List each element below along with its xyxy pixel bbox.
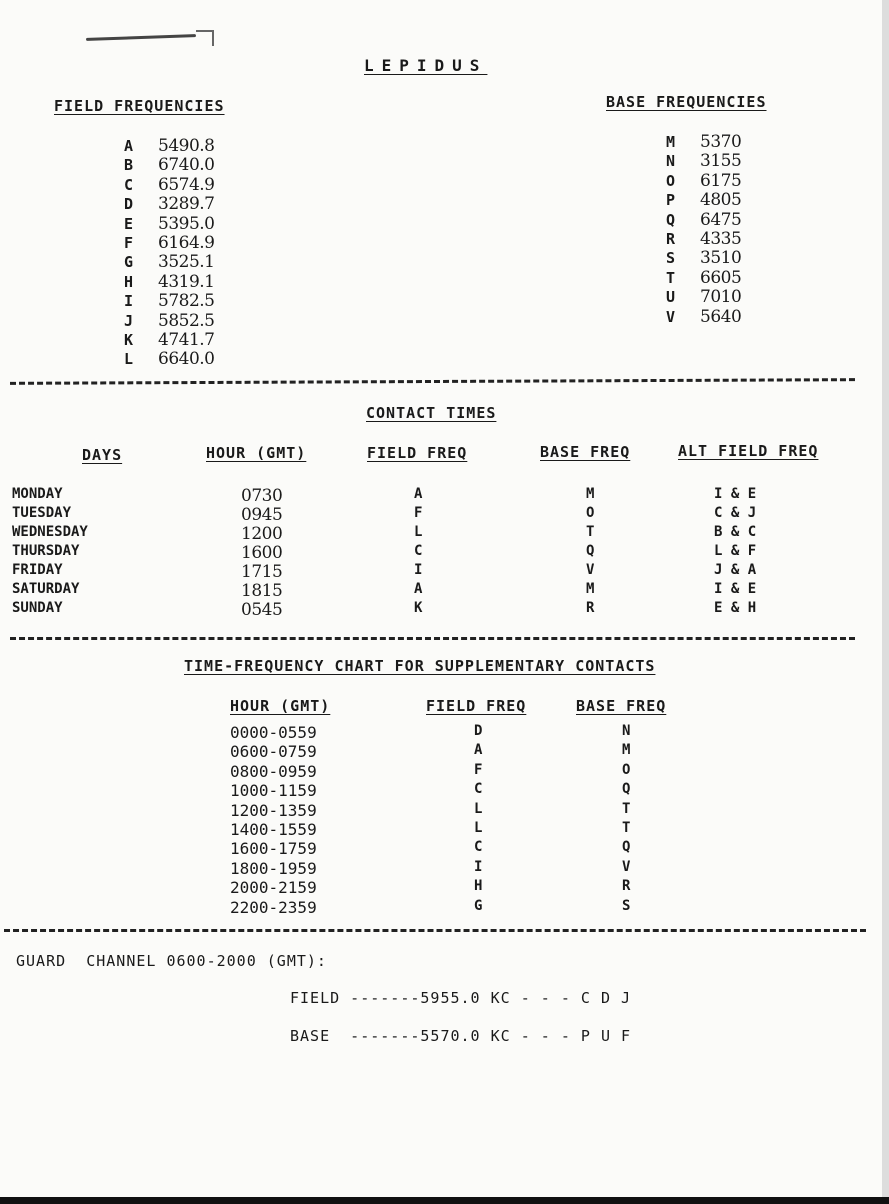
list-item: A 5490.8 (124, 136, 215, 156)
list-item: D 3289.7 (124, 194, 215, 215)
table-row: SUNDAY 0545 K R E & H (12, 600, 757, 620)
guard-channel-heading: GUARD CHANNEL 0600-2000 (GMT): (16, 952, 327, 970)
list-item: O 6175 (666, 170, 742, 191)
list-item: H 4319.1 (124, 271, 215, 292)
column-header-base-freq: BASE FREQ (576, 697, 667, 715)
table-row: 1400-1559 L T (230, 820, 631, 839)
column-header-days: DAYS (82, 446, 123, 464)
list-item: J 5852.5 (124, 310, 215, 331)
list-item: N 3155 (666, 151, 742, 172)
list-item: V 5640 (666, 306, 742, 327)
list-item: M 5370 (666, 132, 742, 152)
column-header-base-freq: BASE FREQ (540, 443, 631, 461)
field-frequency-list (124, 136, 214, 369)
scan-edge-bottom (0, 1197, 889, 1204)
section-divider (10, 637, 855, 640)
column-header-hour: HOUR (GMT) (230, 697, 331, 715)
table-row: 0000-0559 D N (230, 723, 631, 742)
table-row: 0600-0759 A M (230, 742, 631, 762)
table-row: 2000-2159 H R (230, 878, 631, 898)
list-item: L 6640.0 (124, 349, 215, 370)
table-row: 1200-1359 L T (230, 800, 631, 820)
column-header-field-freq: FIELD FREQ (367, 444, 468, 462)
list-item: Q 6475 (666, 209, 742, 230)
list-item: E 5395.0 (124, 213, 215, 234)
table-row: 1600-1759 C Q (230, 839, 631, 859)
list-item: S 3510 (666, 248, 742, 269)
list-item: T 6605 (666, 267, 742, 288)
document-title: LEPIDUS (364, 56, 488, 75)
table-row: 2200-2359 G S (230, 897, 631, 917)
pen-smudge (86, 34, 196, 41)
table-row: 1000-1159 C Q (230, 781, 631, 801)
list-item: B 6740.0 (124, 155, 215, 176)
guard-base-line: BASE -------5570.0 KC - - - P U F (290, 1027, 632, 1045)
list-item: I 5782.5 (124, 291, 215, 312)
supplementary-heading: TIME-FREQUENCY CHART FOR SUPPLEMENTARY CONTACTS (184, 657, 656, 675)
list-item: C 6574.9 (124, 174, 215, 195)
list-item: K 4741.7 (124, 329, 215, 350)
base-frequency-list (666, 132, 741, 326)
table-row: FRIDAY 1715 I V J & A (12, 562, 757, 582)
table-row: TUESDAY 0945 F O C & J (12, 505, 757, 525)
table-row: 1800-1959 I V (230, 858, 631, 878)
section-divider (4, 929, 866, 932)
section-divider (10, 378, 855, 385)
contact-times-heading: CONTACT TIMES (366, 404, 497, 422)
guard-field-line: FIELD -------5955.0 KC - - - C D J (290, 989, 632, 1007)
list-item: R 4335 (666, 228, 742, 249)
list-item: G 3525.1 (124, 252, 215, 273)
table-row: WEDNESDAY 1200 L T B & C (12, 524, 757, 544)
field-frequencies-heading: FIELD FREQUENCIES (54, 97, 225, 115)
column-header-field-freq: FIELD FREQ (426, 697, 527, 715)
table-row: SATURDAY 1815 A M I & E (12, 581, 757, 601)
table-row: THURSDAY 1600 C Q L & F (12, 543, 757, 563)
base-frequencies-heading: BASE FREQUENCIES (606, 93, 767, 111)
table-row: 0800-0959 F O (230, 761, 631, 781)
list-item: U 7010 (666, 287, 742, 308)
table-row: MONDAY 0730 A M I & E (12, 486, 757, 506)
list-item: P 4805 (666, 190, 742, 211)
pen-smudge-tail (196, 30, 214, 46)
column-header-alt-field-freq: ALT FIELD FREQ (678, 442, 819, 460)
scan-edge-right (882, 0, 889, 1204)
column-header-hour: HOUR (GMT) (206, 444, 307, 462)
list-item: F 6164.9 (124, 232, 215, 253)
